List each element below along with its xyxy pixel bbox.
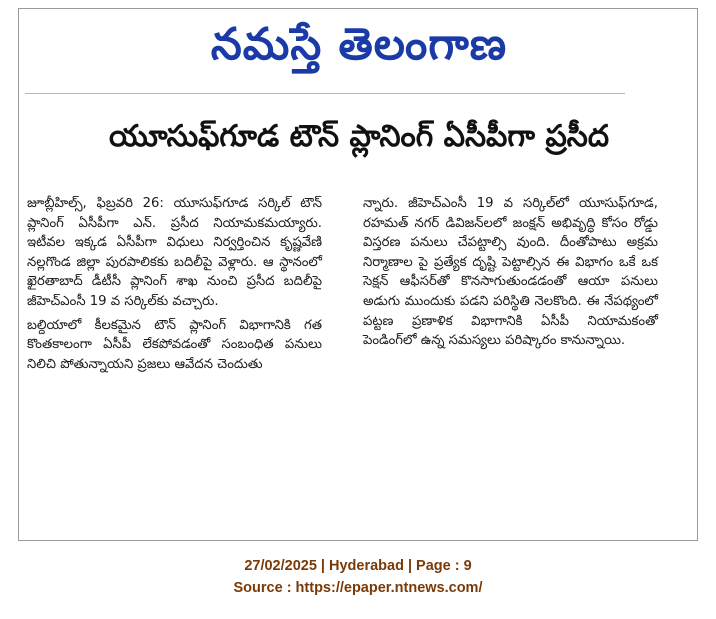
- article-paragraph: న్నారు. జీహెచ్ఎంసీ 19 వ సర్కిల్‌లో యూసుఫ్‌గూడ, రహమత్ నగర్ డివిజన్‌లలో జంక్షన్ అభివృద్ధి కోసం రోడ్డు విస్తరణ పనులు చేపట్టాల్సి వుంది. దీంతోపాటు అక్రమ నిర్మాణాల పై ప్రత్యేక దృష్టి పెట్టాల్సిన ఈ విభాగం ఒకే ఒక సెక్షన్ ఆఫీసర్‌తో కొనసాగుతుండడంతో ఆయా పనులు అడుగు ముందుకు పడని పరిస్థితి నెలకొంది. ఈ నేపథ్యంలో పట్టణ ప్రణాళిక విభాగానికి ఏసీపీ నియామకంతో పెండింగ్‌లో ఉన్న సమస్యలు పరిష్కారం కానున్నాయి.: [363, 196, 658, 349]
- masthead-divider: [25, 93, 625, 94]
- article-column-left: [27, 194, 322, 378]
- news-clipping: [18, 8, 698, 541]
- source-line: Source : https://epaper.ntnews.com/: [233, 580, 483, 596]
- newspaper-masthead: నమస్తే తెలంగాణ: [210, 19, 508, 70]
- article-paragraph: బల్దియాలో కీలకమైన టౌన్ ప్లానింగ్ విభాగానికి గత కొంతకాలంగా ఏసీపీ లేకపోవడంతో సంబంధిత పనులు నిలిచి పోతున్నాయని ప్రజలు ఆవేదన చెందుతు: [27, 317, 322, 372]
- article-paragraph: జూబ్లీహిల్స్, ఫిబ్రవరి 26: యూసుఫ్‌గూడ సర్కిల్ టౌన్ ప్లానింగ్ ఏసీపీగా ఎన్. ప్రసీద నియామకమయ్యారు. ఇటీవల ఇక్కడ ఏసీపీగా విధులు నిర్వర్తించిన కృష్ణవేణి నల్లగొండ జిల్లా పురపాలికకు బదిలీపై వెళ్లారు. ఆ స్థానంలో ఖైరతాబాద్ డీటీసీ ప్లానింగ్ శాఖ నుంచి ప్రసీద బదిలీపై జీహెచ్ఎంసీ 19 వ సర్కిల్‌కు వచ్చారు.: [27, 196, 322, 309]
- article-column-right: [363, 194, 658, 355]
- article-headline: యూసుఫ్‌గూడ టౌన్ ప్లానింగ్ ఏసీపీగా ప్రసీద: [108, 119, 610, 154]
- publication-date-line: 27/02/2025 | Hyderabad | Page : 9: [244, 558, 472, 574]
